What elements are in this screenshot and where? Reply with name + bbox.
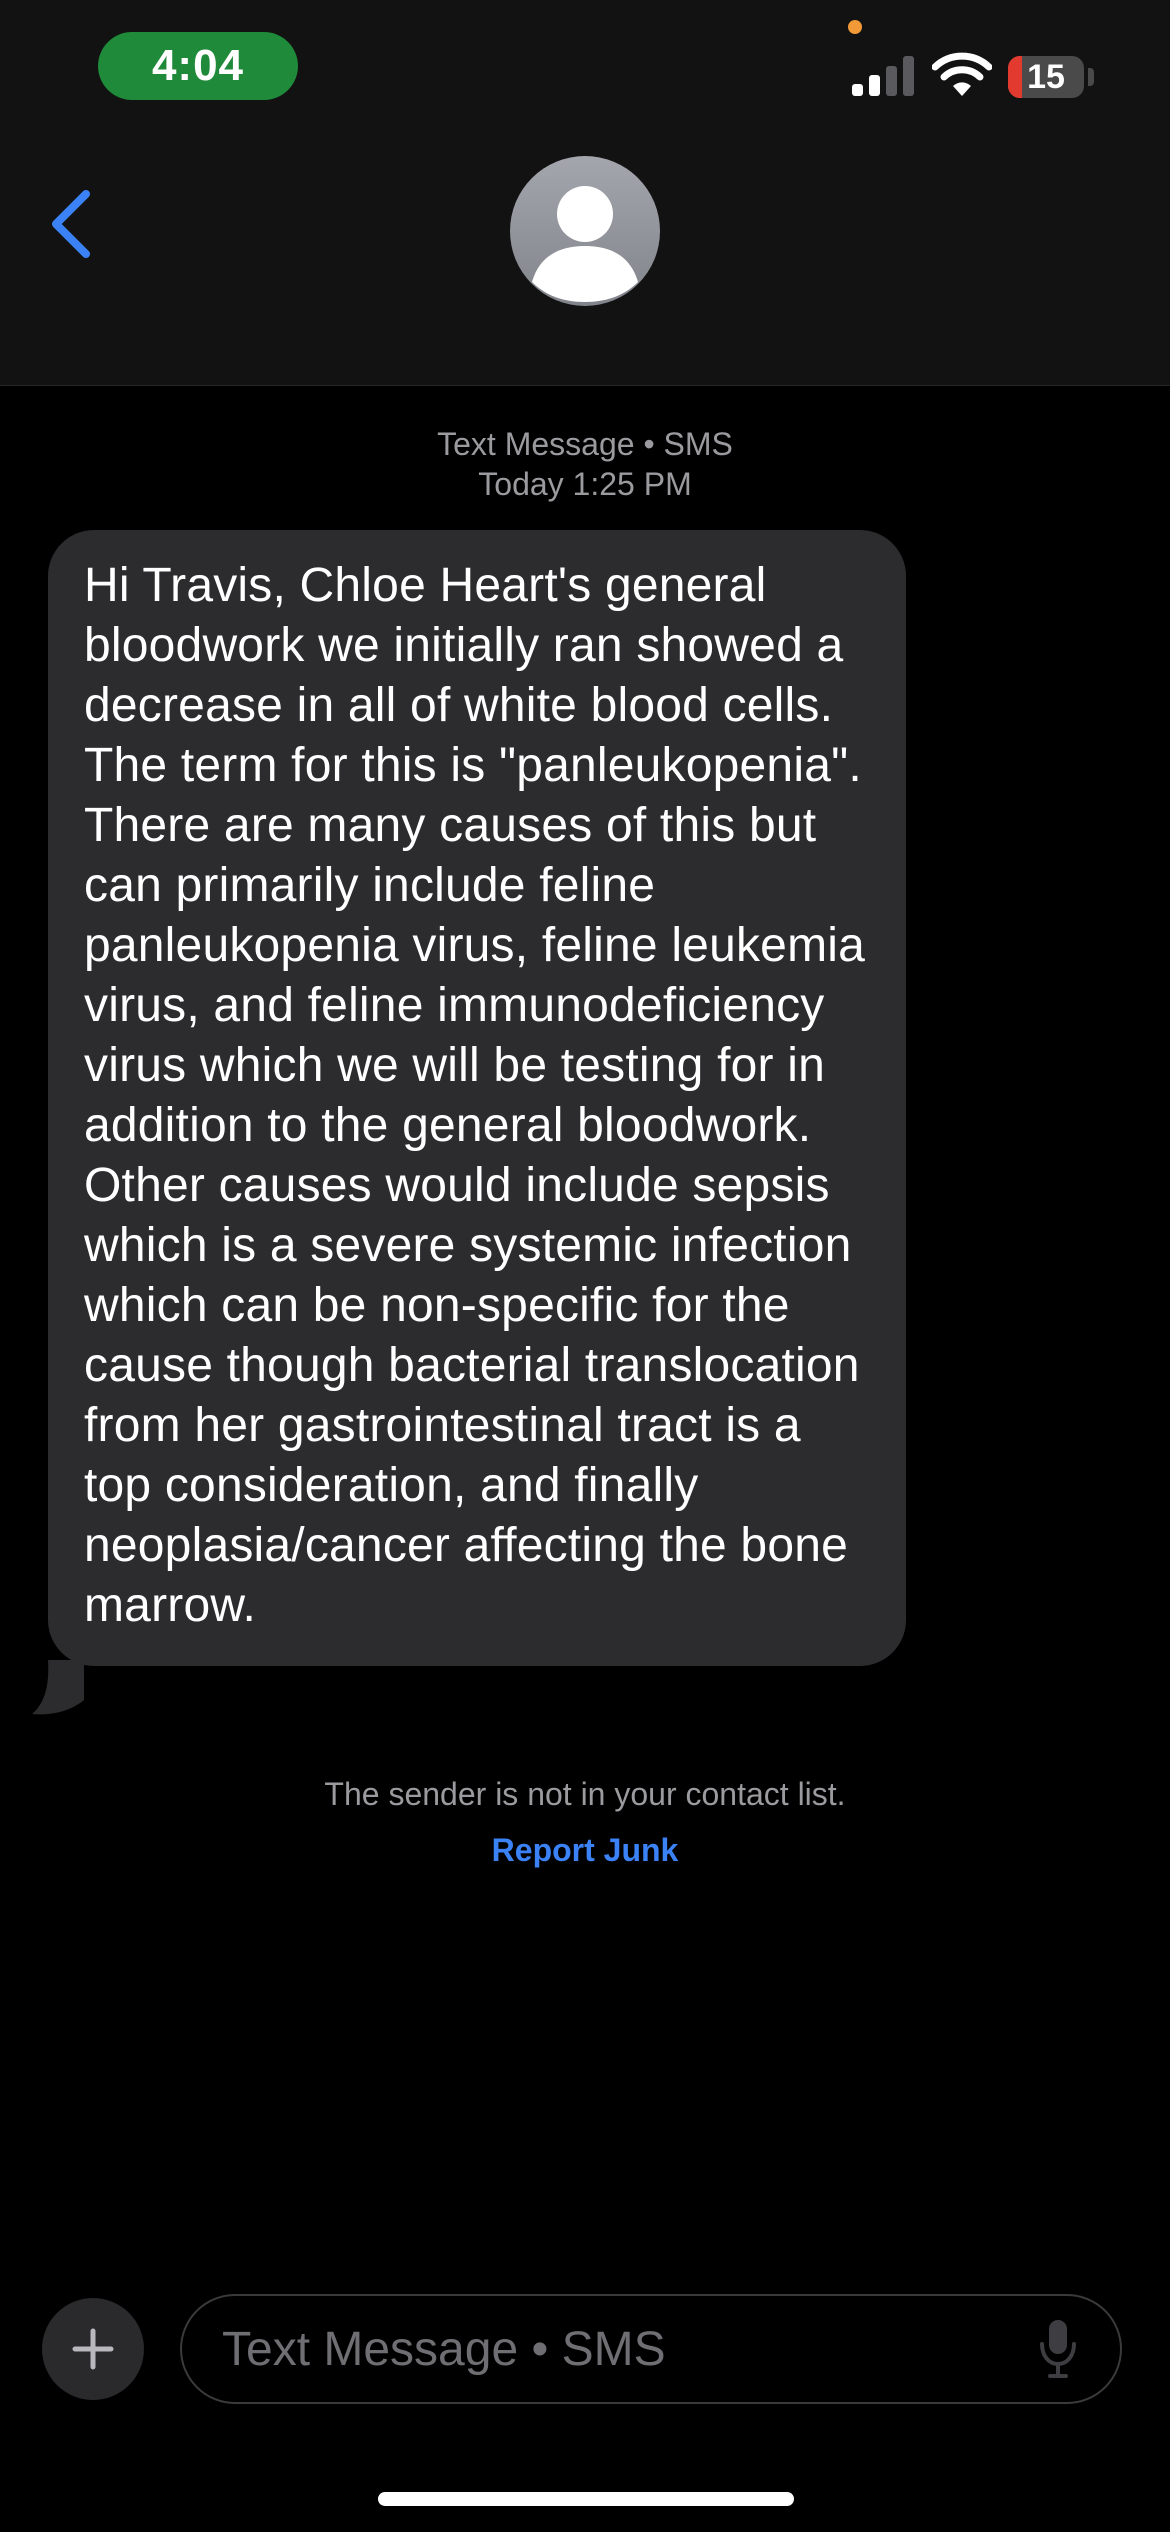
battery-cap [1088, 68, 1094, 86]
conversation-header [0, 0, 1170, 386]
chevron-left-icon [48, 188, 92, 260]
microphone-icon[interactable] [1038, 2318, 1078, 2380]
battery-percentage: 15 [1027, 57, 1065, 96]
wifi-icon [932, 52, 992, 98]
home-indicator[interactable] [378, 2492, 794, 2506]
plus-icon [71, 2327, 115, 2371]
incoming-message-bubble[interactable]: Hi Travis, Chloe Heart's general bloodwork we initially ran showed a decrease in all of white blood cells. The term for this is "panleukopenia". There are many causes of this but can primarily include feline panleukopenia virus, feline leukemia virus, and feline immunodeficiency virus which we will be testing for in addition to the general bloodwork. Other causes would include sepsis which is a severe systemic infection which can be non-specific for the cause though bacterial translocation from her gastrointestinal tract is a top consideration, and finally neoplasia/cancer affecting the bone marrow. [48, 530, 906, 1666]
channel-label: Text Message • SMS [437, 426, 733, 462]
contact-avatar[interactable] [510, 156, 660, 306]
report-junk-link[interactable]: Report Junk [491, 1832, 679, 1868]
status-time[interactable]: 4:04 [98, 32, 298, 100]
battery-icon [1008, 56, 1084, 98]
battery-level-fill [1008, 56, 1022, 98]
conversation-meta [0, 424, 1170, 504]
bubble-tail [28, 1660, 98, 1716]
add-attachment-button[interactable] [42, 2298, 144, 2400]
unknown-sender-notice: The sender is not in your contact list. [324, 1776, 846, 1812]
message-input[interactable]: Text Message • SMS [180, 2294, 1122, 2404]
person-icon [510, 156, 660, 306]
back-button[interactable] [40, 186, 100, 262]
cellular-signal-icon [852, 56, 916, 96]
message-timestamp: Today 1:25 PM [478, 466, 692, 502]
privacy-indicator-dot [848, 20, 862, 34]
